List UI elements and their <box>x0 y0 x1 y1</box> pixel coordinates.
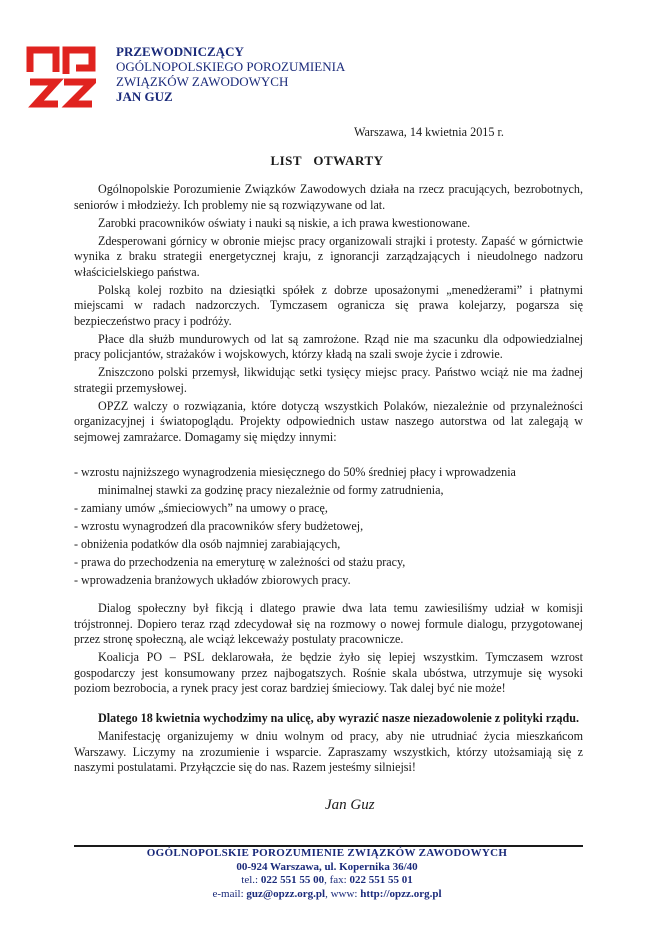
list-item <box>74 463 583 499</box>
paragraph: Zniszczono polski przemysł, likwidując setki tysięcy miejsc pracy. Państwo wciąż nie ma żadnej strategii przemysłowej. <box>74 365 583 395</box>
paragraph: Koalicja PO – PSL deklarowała, że będzie żyło się lepiej wszystkim. Tymczasem wzrost gospodarczy jest konsumowany przez najbogatszych. Rośnie skala ubóstwa, utrzymuje się wysoki poziom bezrobocia, a rynek pracy jest coraz bardziej śmieciowy. Tak dalej być nie może! <box>74 650 583 695</box>
opzz-logo <box>26 44 96 110</box>
list-item: - zamiany umów „śmieciowych” na umowy o pracę, <box>74 501 328 515</box>
letter-date: Warszawa, 14 kwietnia 2015 r. <box>354 125 504 139</box>
bold-paragraph: Dlatego 18 kwietnia wychodzimy na ulicę, aby wyrazić nasze niezadowolenie z polityki rządu. <box>98 711 580 725</box>
list-item: - prawa do przechodzenia na emeryturę w zależności od stażu pracy, <box>74 555 406 569</box>
title-part: OTWARTY <box>313 153 384 168</box>
letter-title <box>0 153 654 169</box>
paragraph: Płace dla służb mundurowych od lat są zamrożone. Rząd nie ma szacunku dla odpowiedzialnej pracy policjantów, strażaków i wojskowych, którzy kładą na szali swoje życie i zdrowie. <box>74 331 583 361</box>
footer-address: 00-924 Warszawa, ul. Kopernika 36/40 <box>236 860 418 873</box>
paragraph: Zdesperowani górnicy w obronie miejsc pracy organizowali strajki i protesty. Zapaść w górnictwie wynika z braku strategii energetycznej kraju, z ignorancji zarządzających i nieudolnego nadzoru właścicielskiego państwa. <box>74 233 583 279</box>
header-title-line: PRZEWODNICZĄCY <box>116 44 244 59</box>
demands-list <box>74 463 583 589</box>
paragraph: Dialog społeczny był fikcją i dlatego prawie dwa lata temu zawiesiliśmy udział w komisji trójstronnej. Dopiero teraz rząd zdecydował się na rozmowy o nowej formule dialogu, przygotowanej przez stronę społeczną, ale wciąż lekceważy postulaty pracownicze. <box>74 601 583 646</box>
footer <box>0 847 654 901</box>
header <box>116 44 476 104</box>
paragraph: Manifestację organizujemy w dniu wolnym od pracy, aby nie utrudniać życia mieszkańcom Warszawy. Liczymy na zrozumienie i wsparcie. Zapraszamy wszystkich, którzy utożsamiają się z naszymi postulatami. Przyłączcie się do nas. Razem jesteśmy silniejsi! <box>74 729 583 774</box>
footer-phone-line <box>0 874 654 888</box>
list-item: - wzrostu wynagrodzeń dla pracowników sfery budżetowej, <box>74 519 364 533</box>
fax-value: 022 551 55 01 <box>349 874 413 886</box>
tel-value: 022 551 55 00 <box>260 874 325 886</box>
signature: Jan Guz <box>325 797 375 813</box>
header-name: JAN GUZ <box>116 89 173 104</box>
paragraph: Ogólnopolskie Porozumienie Związków Zawodowych działa na rzecz pracujących, bezrobotnych, seniorów i młodzieży. Ich problemy nie są rozwiązywane od lat. <box>74 182 583 212</box>
letter-body <box>74 182 583 778</box>
title-part: LIST <box>270 153 303 168</box>
tel-label: tel.: <box>241 874 259 886</box>
footer-contact-line <box>0 888 654 902</box>
list-item: - obniżenia podatków dla osób najmniej zarabiających, <box>74 537 341 551</box>
list-item-continuation: minimalnej stawki za godzinę pracy niezależnie od formy zatrudnienia, <box>98 483 444 497</box>
fax-label: , fax: <box>324 874 347 886</box>
header-org-line: OGÓLNOPOLSKIEGO POROZUMIENIA <box>116 59 346 74</box>
header-org-line: ZWIĄZKÓW ZAWODOWYCH <box>116 74 289 89</box>
footer-org: OGÓLNOPOLSKIE POROZUMIENIE ZWIĄZKÓW ZAWODOWYCH <box>146 847 508 859</box>
paragraph: OPZZ walczy o rozwiązania, które dotyczą wszystkich Polaków, niezależnie od przynależności organizacyjnej i światopoglądu. Projekty odpowiednich ustaw naszego autorstwa od lat zalegają w sejmowej zamrażarce. Domagamy się między innymi: <box>74 398 583 444</box>
email-label: e-mail: <box>212 887 244 900</box>
paragraph: Zarobki pracowników oświaty i nauki są niskie, a ich prawa kwestionowane. <box>98 215 471 230</box>
paragraph: Polską kolej rozbito na dziesiątki spółek z dobrze uposażonymi „menedżerami” i płatnymi miejscami w radach nadzorczych. Tymczasem ogranicza się prawa kolejarzy, pogarsza się bezpieczeństwo pracy i podróży. <box>74 282 583 328</box>
email-link[interactable]: guz@opzz.org.pl <box>246 887 326 900</box>
www-link[interactable]: http://opzz.org.pl <box>360 887 442 900</box>
www-label: , www: <box>325 887 358 900</box>
list-item: - wprowadzenia branżowych układów zbiorowych pracy. <box>74 573 351 587</box>
list-item-text: - wzrostu najniższego wynagrodzenia miesięcznego do 50% średniej płacy i wprowadzenia <box>74 465 516 479</box>
